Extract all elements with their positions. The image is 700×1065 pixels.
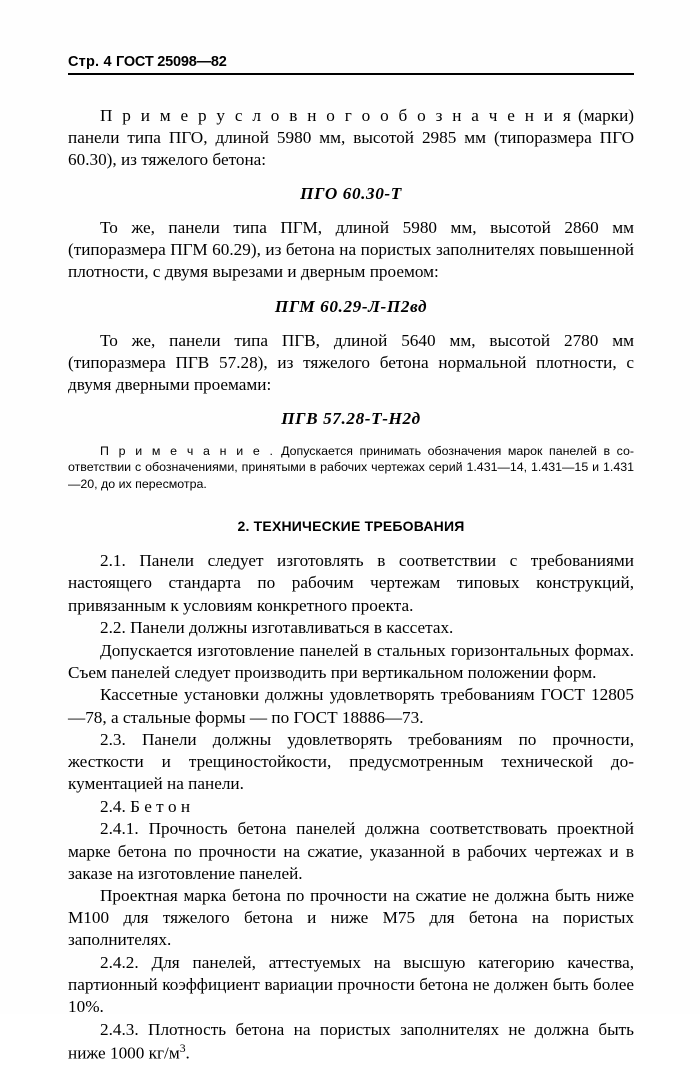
mark-pgm: ПГМ 60.29-Л-П2вд bbox=[274, 296, 428, 316]
clause-2-4-1: 2.4.1. Прочность бетона панелей должна соответствовать проектной марке бетона по прочности на сжатие, указанной в рабочих чертежах и в заказе на изготовление панелей. bbox=[68, 819, 634, 883]
clause-2-1: 2.1. Панели следует изготовлять в соответствии с требованиями настоящего стандарта по рабочим чертежам типовых конструкций, привязанным к условиям конкретного проекта. bbox=[68, 551, 634, 615]
mark-pgo: ПГО 60.30-Т bbox=[300, 184, 402, 204]
clause-2-4-1-para2: Проектная марка бетона по прочности на сжатие не должна быть ниже М100 для тяжелого бетона и ниже М75 для бетона на пористых заполнителях. bbox=[68, 886, 634, 950]
page-header bbox=[68, 54, 634, 73]
paragraph-pgm: То же, панели типа ПГМ, длиной 5980 мм, высотой 2860 мм (типоразмера ПГМ 60.29), из бетона на пористых заполнителях повышенной плотности, с двумя вырезами и дверным проемом: bbox=[68, 218, 634, 282]
header-standard-number: ГОСТ 25098—82 bbox=[116, 54, 227, 70]
note-block bbox=[68, 443, 634, 493]
header-page-label: Стр. 4 bbox=[68, 54, 112, 70]
page-content bbox=[68, 54, 634, 1065]
clause-2-2-para3: Кассетные установки должны удовлетворять требованиям ГОСТ 12805—78, а стальные формы — по ГОСТ 18886—73. bbox=[68, 685, 634, 727]
example-designation-lead: П р и м е р у с л о в н о г о о б о з н а ч е н и я bbox=[100, 106, 574, 125]
paragraph-example-designation bbox=[68, 105, 634, 171]
example-designation-rest: (марки) панели типа ПГО, длиной 5980 мм, высотой 2985 мм (типоразмера ПГО 60.30), из тяжелого бетона: bbox=[68, 106, 635, 170]
clause-2-4-3 bbox=[68, 1019, 634, 1065]
paragraph-pgv: То же, панели типа ПГВ, длиной 5640 мм, высотой 2780 мм (типоразмера ПГВ 57.28), из тяжелого бетона нормальной плотности, с двумя дверными проемами: bbox=[68, 330, 634, 394]
mark-pgv: ПГВ 57.28-Т-Н2д bbox=[281, 408, 421, 428]
note-label: П р и м е ч а н и е . bbox=[100, 443, 275, 458]
note-text: Допускается принимать обозначения марок панелей в соответствии с обозначениями, принятыми в рабочих чертежах серий 1.431—14, 1.431—15 и 1.431—20, до их пересмотра. bbox=[68, 443, 634, 491]
clause-2-4-2: 2.4.2. Для панелей, аттестуемых на высшую категорию качества, партионный коэффициент вариации прочности бетона не должен быть более 10%. bbox=[68, 953, 634, 1017]
section-title-technical-requirements: 2. ТЕХНИЧЕСКИЕ ТРЕБОВАНИЯ bbox=[237, 518, 465, 535]
clause-2-4-3-end: . bbox=[185, 1043, 190, 1063]
clause-2-3: 2.3. Панели должны удовлетворять требованиям по прочности, жесткости и трещиностойкости, предусмотренным технической документацией на панели. bbox=[68, 730, 634, 794]
clause-2-2-para2: Допускается изготовление панелей в стальных горизонтальных формах. Съем панелей следует производить при вертикальном положении форм. bbox=[68, 640, 634, 682]
clause-2-2: 2.2. Панели должны изготавливаться в кассетах. bbox=[100, 618, 454, 638]
clause-2-4-3-superscript: 3 bbox=[179, 1041, 186, 1055]
clause-2-4-heading: 2.4. Б е т о н bbox=[100, 796, 191, 816]
clause-2-4-3-text: 2.4.3. Плотность бетона на пористых заполнителях не должна быть ниже 1000 кг/м bbox=[68, 1019, 634, 1063]
header-rule bbox=[68, 73, 634, 75]
